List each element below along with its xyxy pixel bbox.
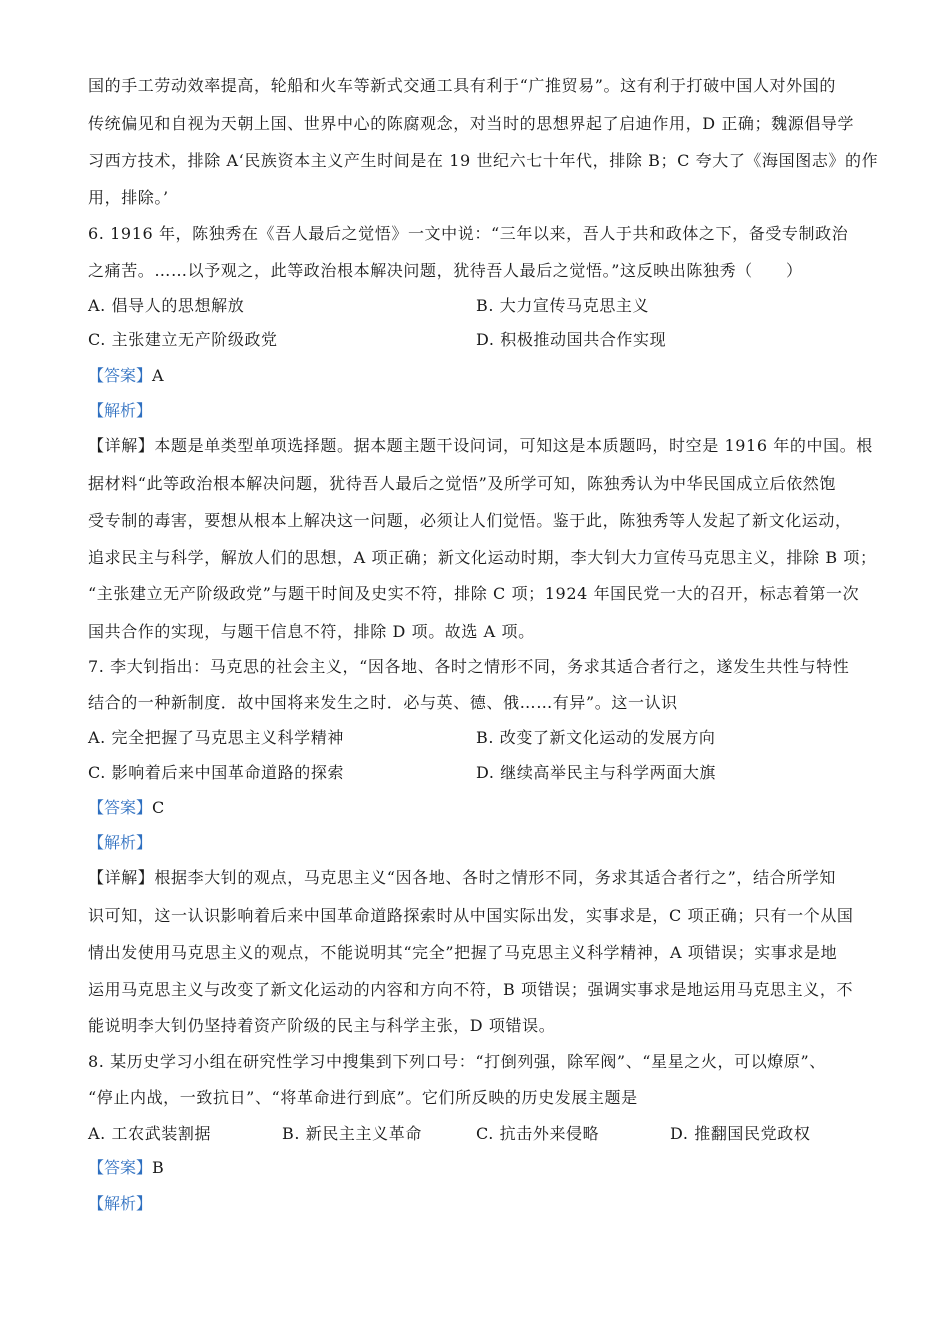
q8-stem-line-1: 8. 某历史学习小组在研究性学习中搜集到下列口号：“打倒列强，除军阀”、“星星之火，可以燎原”、 — [88, 1052, 826, 1071]
answer-label: 【答案】 — [88, 798, 153, 817]
q7-detail-line-3: 情出发使用马克思主义的观点，不能说明其“完全”把握了马克思主义科学精神，A 项错误；实事求是地 — [88, 943, 838, 962]
detail-text: 根据李大钊的观点，马克思主义“因各地、各时之情形不同，务求其适合者行之”，结合所学知 — [154, 868, 836, 887]
q6-option-b: B. 大力宣传马克思主义 — [476, 296, 650, 315]
q6-stem-line-2: 之痛苦。……以予观之，此等政治根本解决问题，犹待吾人最后之觉悟。”这反映出陈独秀（ ） — [88, 261, 803, 280]
detail-label: 【详解】 — [88, 436, 155, 455]
q7-option-c: C. 影响着后来中国革命道路的探索 — [88, 763, 345, 782]
answer-value: C — [152, 798, 165, 817]
q7-stem-line-2: 结合的一种新制度．故中国将来发生之时．必与英、德、俄……有异”。这一认识 — [88, 693, 678, 712]
q8-option-a: A. 工农武装割据 — [88, 1124, 212, 1143]
answer-label: 【答案】 — [88, 366, 153, 385]
q6-detail-line-2: 据材料“此等政治根本解决问题，犹待吾人最后之觉悟”及所学可知，陈独秀认为中华民国成立后依然饱 — [88, 474, 836, 493]
q6-option-a: A. 倡导人的思想解放 — [88, 296, 245, 315]
detail-text: 本题是单类型单项选择题。据本题主题干设问词，可知这是本质题吗，时空是 1916 年的中国。根 — [154, 436, 873, 455]
q6-option-d: D. 积极推动国共合作实现 — [476, 330, 667, 349]
q6-answer — [88, 366, 164, 386]
q7-answer — [88, 798, 164, 818]
intro-line-2: 传统偏见和自视为天朝上国、世界中心的陈腐观念，对当时的思想界起了启迪作用，D 正确；魏源倡导学 — [88, 114, 855, 133]
q8-option-d: D. 推翻国民党政权 — [670, 1124, 811, 1143]
answer-value: A — [152, 366, 164, 385]
detail-label: 【详解】 — [88, 868, 155, 887]
answer-label: 【答案】 — [88, 1158, 153, 1177]
q8-stem-line-2: “停止内战，一致抗日”、“将革命进行到底”。它们所反映的历史发展主题是 — [88, 1088, 638, 1107]
q6-detail-line-6: 国共合作的实现，与题干信息不符，排除 D 项。故选 A 项。 — [88, 622, 535, 641]
q6-detail-line-1 — [88, 436, 873, 456]
intro-line-1: 国的手工劳动效率提高，轮船和火车等新式交通工具有利于“广推贸易”。这有利于打破中国人对外国的 — [88, 76, 836, 95]
q7-stem-line-1: 7. 李大钊指出：马克思的社会主义，“因各地、各时之情形不同，务求其适合者行之，遂发生共性与特性 — [88, 657, 850, 676]
intro-line-4: 用，排除。’ — [88, 188, 169, 207]
q7-detail-line-2: 识可知，这一认识影响着后来中国革命道路探索时从中国实际出发，实事求是，C 项正确；只有一个从国 — [88, 906, 854, 925]
q6-analysis-label: 【解析】 — [88, 401, 153, 420]
q8-answer — [88, 1158, 164, 1178]
q7-detail-line-1 — [88, 868, 868, 888]
q8-analysis-label: 【解析】 — [88, 1194, 153, 1213]
q8-option-c: C. 抗击外来侵略 — [476, 1124, 600, 1143]
q7-option-a: A. 完全把握了马克思主义科学精神 — [88, 728, 344, 747]
q7-detail-line-5: 能说明李大钊仍坚持着资产阶级的民主与科学主张，D 项错误。 — [88, 1016, 556, 1035]
q6-detail-line-3: 受专制的毒害，要想从根本上解决这一问题，必须让人们觉悟。鉴于此，陈独秀等人发起了新文化运动， — [88, 511, 852, 530]
q7-analysis-label: 【解析】 — [88, 833, 153, 852]
q6-option-c: C. 主张建立无产阶级政党 — [88, 330, 278, 349]
q8-option-b: B. 新民主主义革命 — [282, 1124, 422, 1143]
q7-option-d: D. 继续高举民主与科学两面大旗 — [476, 763, 717, 782]
answer-value: B — [152, 1158, 164, 1177]
q6-detail-line-5: “主张建立无产阶级政党”与题干时间及史实不符，排除 C 项；1924 年国民党一大的召开，标志着第一次 — [88, 584, 860, 603]
q6-detail-line-4: 追求民主与科学，解放人们的思想，A 项正确；新文化运动时期，李大钊大力宣传马克思主义，排除 B 项； — [88, 548, 877, 567]
q7-option-b: B. 改变了新文化运动的发展方向 — [476, 728, 716, 747]
q6-stem-line-1: 6. 1916 年，陈独秀在《吾人最后之觉悟》一文中说：“三年以来，吾人于共和政体之下，备受专制政治 — [88, 224, 849, 243]
intro-line-3: 习西方技术，排除 A‘民族资本主义产生时间是在 19 世纪六七十年代，排除 B；C 夸大了《海国图志》的作 — [88, 151, 879, 170]
q7-detail-line-4: 运用马克思主义与改变了新文化运动的内容和方向不符，B 项错误；强调实事求是地运用马克思主义，不 — [88, 980, 854, 999]
